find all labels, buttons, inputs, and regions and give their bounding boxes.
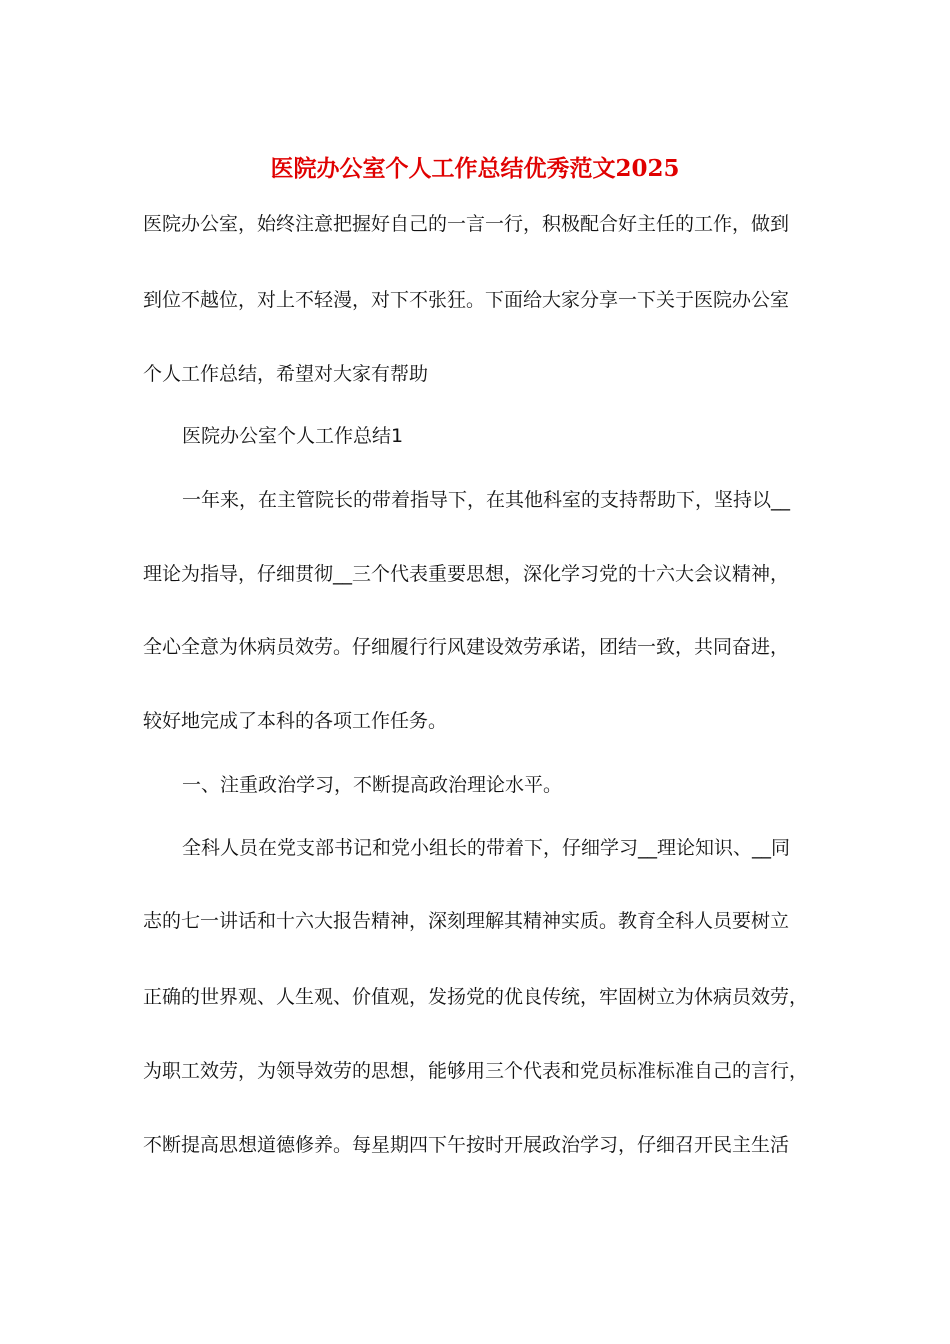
- paragraph-line: 不断提高思想道德修养。每星期四下午按时开展政治学习，仔细召开民主生活: [143, 1134, 790, 1156]
- paragraph-line: 全科人员在党支部书记和党小组长的带着下，仔细学习__理论知识、__同: [182, 837, 791, 859]
- subsection-heading: 一、注重政治学习，不断提高政治理论水平。: [182, 774, 563, 796]
- paragraph-line: 全心全意为休病员效劳。仔细履行行风建设效劳承诺，团结一致，共同奋进，: [143, 636, 790, 658]
- paragraph-line: 医院办公室，始终注意把握好自己的一言一行，积极配合好主任的工作，做到: [143, 213, 790, 235]
- section-heading: 医院办公室个人工作总结1: [182, 425, 404, 447]
- paragraph-line: 正确的世界观、人生观、价值观，发扬党的优良传统，牢固树立为休病员效劳，: [143, 986, 809, 1008]
- paragraph-line: 志的七一讲话和十六大报告精神，深刻理解其精神实质。教育全科人员要树立: [143, 910, 790, 932]
- paragraph-line: 为职工效劳，为领导效劳的思想，能够用三个代表和党员标准标准自己的言行，: [143, 1060, 809, 1082]
- paragraph-line: 一年来，在主管院长的带着指导下，在其他科室的支持帮助下，坚持以__: [182, 489, 791, 511]
- document-title: 医院办公室个人工作总结优秀范文2025: [270, 155, 680, 182]
- paragraph-line: 个人工作总结，希望对大家有帮助: [143, 363, 429, 385]
- paragraph-line: 到位不越位，对上不轻漫，对下不张狂。下面给大家分享一下关于医院办公室: [143, 289, 790, 311]
- paragraph-line: 理论为指导，仔细贯彻__三个代表重要思想，深化学习党的十六大会议精神，: [143, 563, 790, 585]
- paragraph-line: 较好地完成了本科的各项工作任务。: [143, 710, 448, 732]
